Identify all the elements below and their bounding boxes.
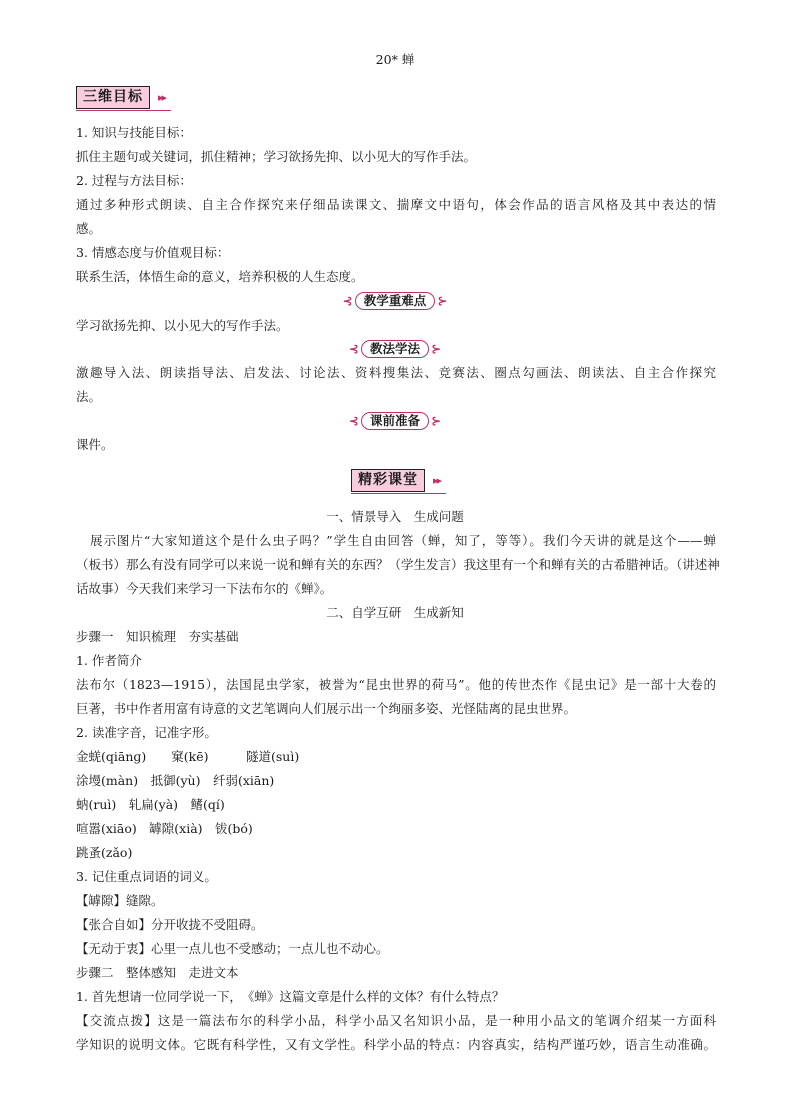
pill-left-ornament-icon: ⊰: [348, 414, 359, 428]
pill-right-ornament-icon: ⊱: [431, 342, 442, 356]
step-2-heading: 步骤二 整体感知 走进文本: [76, 965, 239, 980]
goal-1-heading: 1. 知识与技能目标：: [76, 125, 192, 140]
pill-methods: [0, 340, 790, 358]
step-1-heading: 步骤一 知识梳理 夯实基础: [76, 629, 239, 644]
intro-para-line-1: 展示图片“大家知道这个是什么虫子吗？”学生自由回答（蝉，知了，等等）。我们今天讲的就是这个——蝉: [90, 533, 716, 548]
prep-text: 课件。: [76, 437, 114, 452]
author-heading: 1. 作者简介: [76, 653, 142, 668]
pill-label: 教法学法: [361, 340, 429, 358]
goal-3-heading: 3. 情感态度与价值观目标：: [76, 245, 230, 260]
word-row-2: 涂墁(màn) 抵御(yù) 纤弱(xiān): [76, 773, 275, 788]
pill-prep: [0, 412, 790, 430]
answer-line-2: 学知识的说明文体。它既有科学性，又有文学性。科学小品的特点：内容真实，结构严谨巧妙，语言生动准确。: [76, 1037, 716, 1052]
key-points-text: 学习欲扬先抑、以小见大的写作手法。: [76, 318, 289, 333]
pill-right-ornament-icon: ⊱: [437, 294, 448, 308]
word-row-3: 蚋(ruì) 轧扁(yà) 鳍(qí): [76, 797, 225, 812]
pronunciation-heading: 2. 读准字音，记准字形。: [76, 725, 217, 740]
section-head-classroom: [351, 467, 446, 494]
intro-para-line-2: （板书）那么有没有同学可以来说一说和蝉有关的东西？（学生发言）我这里有一个和蝉有关的古希腊神话。（讲述神: [76, 557, 720, 572]
pill-label: 教学重难点: [355, 292, 436, 310]
methods-text-cont: 法。: [76, 389, 102, 404]
intro-para-line-3: 话故事）今天我们来学习一下法布尔的《蝉》。: [76, 581, 333, 596]
question-1: 1. 首先想请一位同学说一下， 《蝉》这篇文章是什么样的文体？有什么特点？: [76, 989, 505, 1004]
section-head-goals: [76, 84, 171, 111]
pill-left-ornament-icon: ⊰: [348, 342, 359, 356]
pill-key-points: [0, 292, 790, 310]
vocab-item-3: 【无动于衷】心里一点儿也不受感动；一点儿也不动心。: [76, 941, 389, 956]
section-head-label: 精彩课堂: [351, 469, 425, 492]
goal-2-text: 通过多种形式朗读、自主合作探究来仔细品读课文、揣摩文中语句，体会作品的语言风格及其中表达的情: [76, 197, 716, 212]
page-title: 20* 蝉: [375, 52, 415, 67]
section-1-title: 一、情景导入 生成问题: [326, 509, 464, 524]
word-row-5: 跳蚤(zǎo): [76, 845, 133, 860]
goal-1-text: 抓住主题句或关键词，抓住精神；学习欲扬先抑、以小见大的写作手法。: [76, 149, 477, 164]
pill-right-ornament-icon: ⊱: [431, 414, 442, 428]
section-2-title: 二、自学互研 生成新知: [326, 605, 464, 620]
word-row-1: 金蜣(qiānɡ) 窠(kē) 隧道(suì): [76, 749, 300, 764]
double-arrow-icon: ▸▸: [433, 473, 441, 487]
vocab-item-2: 【张合自如】分开收拢不受阻碍。: [76, 917, 264, 932]
section-head-label: 三维目标: [76, 86, 150, 109]
author-text-line-2: 巨著，书中作者用富有诗意的文艺笔调向人们展示出一个绚丽多姿、光怪陆离的昆虫世界。: [76, 701, 577, 716]
pill-left-ornament-icon: ⊰: [342, 294, 353, 308]
answer-line-1: 【交流点拨】这是一篇法布尔的科学小品，科学小品又名知识小品，是一种用小品文的笔调介绍某一方面科: [76, 1013, 716, 1028]
goal-3-text: 联系生活，体悟生命的意义，培养积极的人生态度。: [76, 269, 364, 284]
vocab-item-1: 【罅隙】缝隙。: [76, 893, 164, 908]
vocab-heading: 3. 记住重点词语的词义。: [76, 869, 217, 884]
pill-label: 课前准备: [361, 412, 429, 430]
methods-text: 激趣导入法、朗读指导法、启发法、讨论法、资料搜集法、竞赛法、圈点勾画法、朗读法、自主合作探究: [76, 365, 716, 380]
word-row-4: 喧嚣(xiāo) 罅隙(xià) 钹(bó): [76, 821, 253, 836]
goal-2-text-cont: 感。: [76, 221, 102, 236]
author-text-line-1: 法布尔（1823—1915），法国昆虫学家，被誉为“昆虫世界的荷马”。他的传世杰作《昆虫记》是一部十大卷的: [76, 677, 716, 692]
double-arrow-icon: ▸▸: [158, 90, 166, 104]
goal-2-heading: 2. 过程与方法目标：: [76, 173, 192, 188]
